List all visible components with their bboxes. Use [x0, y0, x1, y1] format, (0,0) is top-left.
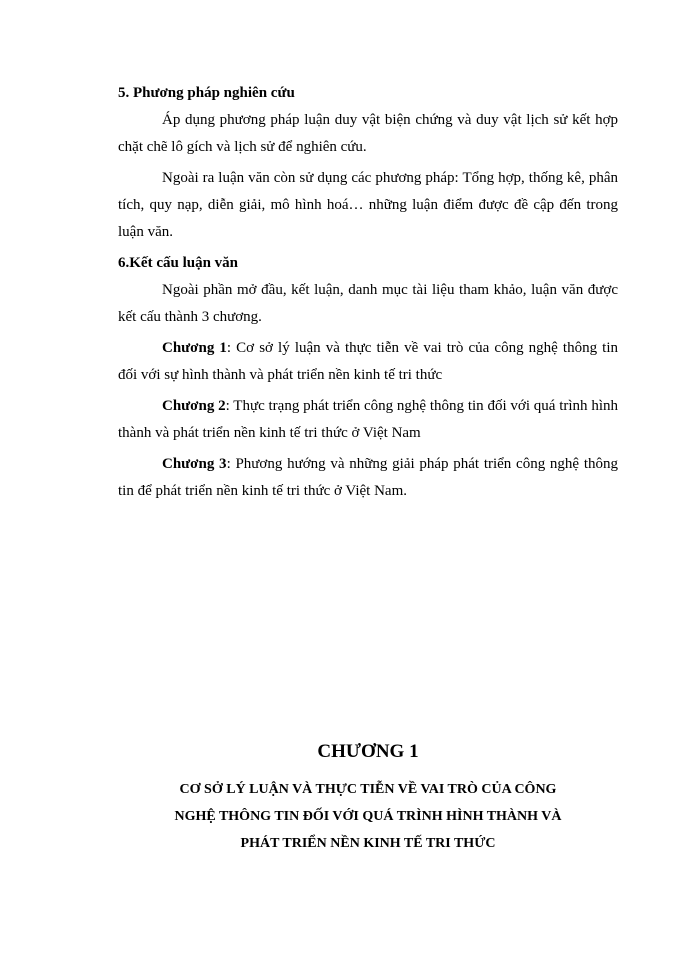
chapter-text-1: : Cơ sở lý luận và thực tiễn về vai trò của công nghệ thông tin đối với sự hình thành và phát triển nền kinh tế tri thức: [118, 340, 618, 383]
chapter-label-2: Chương 2: [162, 398, 226, 414]
body-text: [118, 80, 618, 509]
chapter-label-1: Chương 1: [162, 340, 227, 356]
paragraph-methods-2: Ngoài ra luận văn còn sử dụng các phương pháp: Tổng hợp, thống kê, phân tích, quy nạp, diễn giải, mô hình hoá… những luận điểm được đề cập đến trong luận văn.: [118, 170, 618, 240]
chapter-title: CHƯƠNG 1: [317, 741, 419, 762]
chapter-heading-block: [118, 738, 618, 857]
chapter-text-2: : Thực trạng phát triển công nghệ thông tin đối với quá trình hình thành và phát triển nền kinh tế tri thức ở Việt Nam: [118, 398, 618, 441]
chapter-subtitle-line-2: NGHỆ THÔNG TIN ĐỐI VỚI QUÁ TRÌNH HÌNH THÀNH VÀ: [174, 809, 562, 824]
chapter-summary-3: [118, 451, 618, 505]
chapter-text-3: : Phương hướng và những giải pháp phát triển công nghệ thông tin để phát triển nền kinh tế tri thức ở Việt Nam.: [118, 456, 618, 499]
chapter-subtitle-line-1: CƠ SỞ LÝ LUẬN VÀ THỰC TIỄN VỀ VAI TRÒ CỦA CÔNG: [179, 782, 557, 797]
chapter-label-3: Chương 3: [162, 456, 227, 472]
chapter-subtitle-line-3: PHÁT TRIỂN NỀN KINH TẾ TRI THỨC: [240, 836, 496, 851]
paragraph-structure-intro: Ngoài phần mở đầu, kết luận, danh mục tài liệu tham khảo, luận văn được kết cấu thành 3 chương.: [118, 282, 618, 325]
chapter-summary-2: [118, 393, 618, 447]
chapter-summary-1: [118, 335, 618, 389]
paragraph-methods-1: Áp dụng phương pháp luận duy vật biện chứng và duy vật lịch sử kết hợp chặt chẽ lô gích và lịch sử để nghiên cứu.: [118, 112, 618, 155]
section-heading-methods: 5. Phương pháp nghiên cứu: [118, 85, 295, 101]
section-heading-structure: 6.Kết cấu luận văn: [118, 255, 239, 271]
chapter-subtitle: [118, 776, 618, 857]
